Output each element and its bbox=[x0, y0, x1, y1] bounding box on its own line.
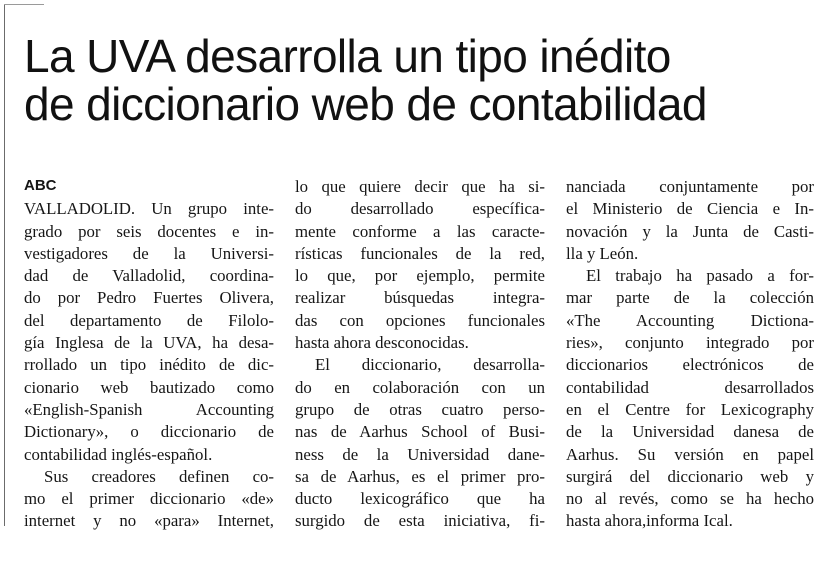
text-line: contabilidad desarrollados bbox=[566, 377, 814, 397]
text-line: realizar búsquedas integra- bbox=[295, 288, 545, 308]
text-line: diccionarios electrónicos de bbox=[566, 355, 814, 375]
text-line: rrollado un tipo inédito de dic- bbox=[24, 355, 274, 375]
text-line: mar parte de la colección bbox=[566, 288, 814, 308]
text-line: surgirá del diccionario web y bbox=[566, 466, 814, 486]
headline-line-2: de diccionario web de contabilidad bbox=[24, 78, 707, 130]
text-line: do desarrollado específica- bbox=[295, 199, 545, 219]
text-line: Dictionary», o diccionario de bbox=[24, 422, 274, 442]
text-line: ducto lexicográfico que ha bbox=[295, 489, 545, 509]
headline-line-1: La UVA desarrolla un tipo inédito bbox=[24, 30, 671, 82]
text-line: Sus creadores definen co- bbox=[44, 466, 274, 486]
text-line: mo el primer diccionario «de» bbox=[24, 489, 274, 509]
text-line: contabilidad inglés-español. bbox=[24, 444, 213, 464]
text-line: de la Universidad danesa de bbox=[566, 422, 814, 442]
text-line: nanciada conjuntamente por bbox=[566, 177, 814, 196]
text-line: nas de Aarhus School of Busi- bbox=[295, 422, 545, 442]
text-line: hasta ahora desconocidas. bbox=[295, 333, 469, 353]
article-column-1 bbox=[24, 176, 274, 533]
text-line: mente conforme a las caracte- bbox=[295, 221, 545, 241]
text-line: surgido de esta iniciativa, fi- bbox=[295, 511, 545, 531]
clipping-edge-top bbox=[4, 4, 44, 5]
text-line: El diccionario, desarrolla- bbox=[315, 355, 545, 375]
text-line: El trabajo ha pasado a for- bbox=[586, 266, 814, 286]
text-line: do en colaboración con un bbox=[295, 377, 545, 397]
text-line: gía Inglesa de la UVA, ha desa- bbox=[24, 333, 274, 353]
text-line: cionario web bautizado como bbox=[24, 377, 274, 397]
text-line: ness de la Universidad dane- bbox=[295, 444, 545, 464]
text-line: hasta ahora,informa Ical. bbox=[566, 511, 733, 531]
text-line: do por Pedro Fuertes Olivera, bbox=[24, 288, 274, 308]
text-line: rísticas funcionales de la red, bbox=[295, 243, 545, 263]
byline: ABC bbox=[24, 177, 57, 194]
text-line: VALLADOLID. Un grupo inte- bbox=[24, 199, 274, 219]
text-line: el Ministerio de Ciencia e In- bbox=[566, 199, 814, 219]
text-line: Aarhus. Su versión en papel bbox=[566, 444, 814, 464]
text-line: vestigadores de la Universi- bbox=[24, 243, 274, 263]
text-line: lla y León. bbox=[566, 243, 639, 263]
text-line: «English-Spanish Accounting bbox=[24, 399, 274, 419]
article-column-2 bbox=[295, 176, 545, 533]
text-line: lo que quiere decir que ha si- bbox=[295, 177, 545, 196]
text-line: sa de Aarhus, es el primer pro- bbox=[295, 466, 545, 486]
article-headline bbox=[24, 32, 814, 128]
text-line: internet y no «para» Internet, bbox=[24, 511, 274, 531]
article-column-3 bbox=[566, 176, 814, 533]
text-line: dad de Valladolid, coordina- bbox=[24, 266, 274, 286]
text-line: no al revés, como se ha hecho bbox=[566, 489, 814, 509]
text-line: grado por seis docentes e in- bbox=[24, 221, 274, 241]
text-line: grupo de otras cuatro perso- bbox=[295, 399, 545, 419]
text-line: «The Accounting Dictiona- bbox=[566, 310, 814, 330]
text-line: das con opciones funcionales bbox=[295, 310, 545, 330]
text-line: lo que, por ejemplo, permite bbox=[295, 266, 545, 286]
text-line: del departamento de Filolo- bbox=[24, 310, 274, 330]
text-line: novación y la Junta de Casti- bbox=[566, 221, 814, 241]
clipping-edge-left bbox=[4, 4, 5, 526]
text-line: ries», conjunto integrado por bbox=[566, 333, 814, 353]
text-line: en el Centre for Lexicography bbox=[566, 399, 814, 419]
